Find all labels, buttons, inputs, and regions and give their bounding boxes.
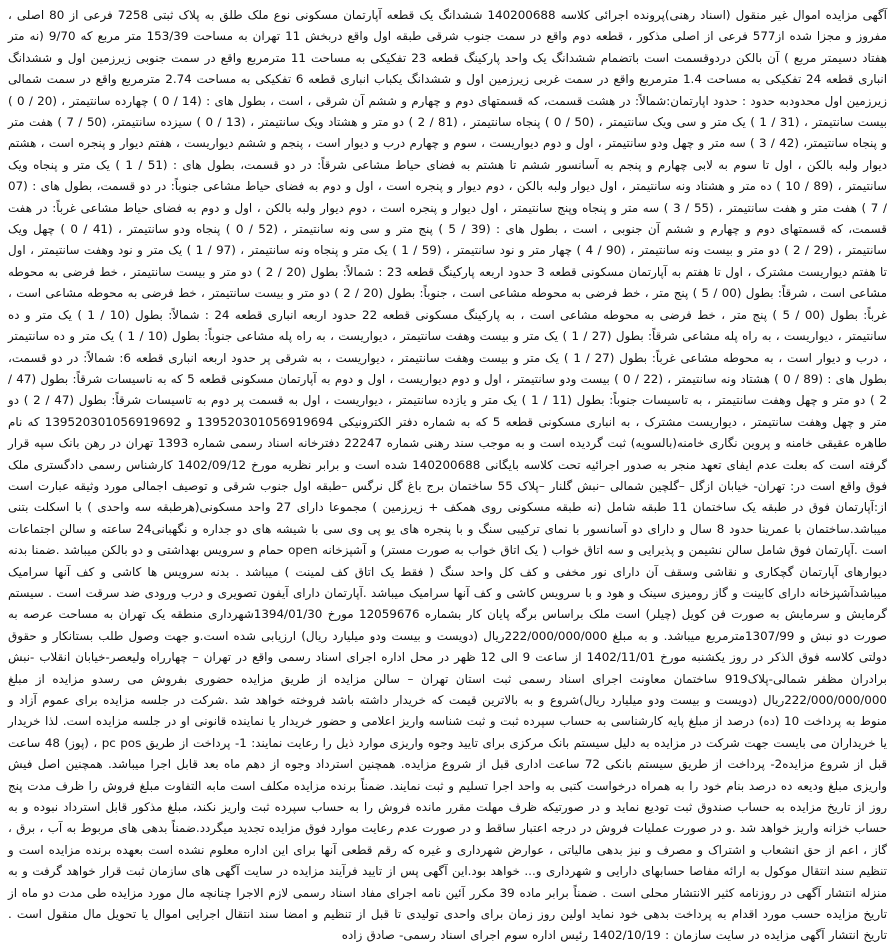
- auction-notice-text: آگهی مزایده اموال غیر منقول (اسناد رهنی)پرونده اجرائی کلاسه 140200688 ششدانگ یک قطعه آپارتمان مسکونی نوع ملک طلق به پلاک ثبتی 7258 فرعی از 80 اصلی ، مفروز و مجزا شده از577 فرعی از اصلی مذکور ، قطعه دوم واقع در سمت جنوب شرقی طبقه اول واقع دربخش 11 تهران به مساحت 153/39 متر مربع که 9/70 (نه متر هفتاد دسیمتر مربع ) آن بالکن دردوقسمت است باتضمام ششدانگ یک واحد پارکینگ قطعه 23 تفکیکی به مساحت 11 مترمربع واقع در سمت جنوبی زیرزمین اول و ششدانگ انباری قطعه 24 تفکیکی به مساحت 1.4 مترمربع واقع در سمت غربی زیرزمین اول و ششدانگ یکباب انباری قطعه 6 تفکیکی به مساحت 2.74 مترمربع واقع در سمت شمالی زیرزمین اول محدودبه حدود : حدود اپارتمان:شمالاً: در هشت قسمت، که قسمتهای دوم و چهارم و ششم آن شرقی ، است ، بطول های : (14 / 0 ) چهارده سانتیمتر ، (20 / 0 ) بیست سانتیمتر ، (31 / 1 ) یک متر و سی ویک سانتیمتر ، (50 / 0 ) پنجاه سانتیمتر ، (81 / 2 ) دو متر و هشتاد ویک سانتیمتر ، (13 / 0 ) سیزده سانتیمتر، (50 / 7 ) هفت متر و پنجاه سانتیمتر، (42 / 3 ) سه متر و چهل ودو سانتیمتر ، اول و دوم دیواریست ، سوم و چهارم درب و دیوار است ، پنجم و ششم دیواریست ، هفتم دیوار و پنجره است ، هشتم دیوار ولبه بالکن ، اول تا سوم به لابی چهارم و پنجم به آسانسور ششم تا هشتم به فضای حیاط مشاعی شرقاً: در دو قسمت، بطول های : (51 / 1 ) یک متر و پنجاه ویک سانتیمتر ، (89 / 10 ) ده متر و هشتاد ونه سانتیمتر ، اول دیوار ولبه بالکن ، دوم دیوار و پنجره است ، اول و دوم به فضای حیاط مشاعی جنوباً: در دو قسمت، بطول های : (07 / 7 ) هفت متر و هفت سانتیمتر ، (55 / 3 ) سه متر و پنجاه وپنج سانتیمتر ، اول دیوار و پنجره است ، دوم دیوار ولبه بالکن ، اول و دوم به فضای حیاط مشاعی غرباً: در هفت قسمت، که قسمتهای دوم و چهارم و ششم آن جنوبی ، است ، بطول های : (39 / 5 ) پنج متر و سی ونه سانتیمتر ، (52 / 0 ) پنجاه ودو سانتیمتر ، (41 / 0 ) چهل ویک سانتیمتر ، (29 / 2 ) دو متر و بیست ونه سانتیمتر ، (90 / 4 ) چهار متر و نود سانتیمتر ، (59 / 1 ) یک متر و پنجاه ونه سانتیمتر ، (97 / 1 ) یک متر و نود وهفت سانتیمتر ، اول تا هفتم دیواریست مشترک ، اول تا هفتم به آپارتمان مسکونی قطعه 3 حدود اربعه پارکینگ قطعه 23 : شمالاً: بطول (20 / 2 ) دو متر و بیست سانتیمتر ، خط فرضی به محوطه مشاعی است ، شرقاً: بطول (00 / 5 ) پنج متر ، خط فرضی به محوطه مشاعی است ، جنوباً: بطول (20 / 2 ) دو متر و بیست سانتیمتر ، خط فرضی به محوطه مشاعی است ، غرباً: بطول (00 / 5 ) پنج متر ، خط فرضی به محوطه مشاعی است ، به پارکینگ مسکونی قطعه 22 حدود اربعه انباری قطعه 24 : شمالاً: بطول (10 / 1 ) یک متر و ده سانتیمتر ، دیواریست ، به راه پله مشاعی شرقاً: بطول (27 / 1 ) یک متر و بیست وهفت سانتیمتر ، دیواریست ، به راه پله مشاعی جنوباً: بطول (10 / 1 ) یک متر و ده سانتیمتر ، درب و دیوار است ، به محوطه مشاعی غرباً: بطول (27 / 1 ) یک متر و بیست وهفت سانتیمتر ، دیواریست ، به شرقی پر حدود اربعه انباری قطعه 6: شمالاً: در دو قسمت، بطول های : (89 / 0 ) هشتاد ونه سانتیمتر ، (22 / 0 ) بیست ودو سانتیمتر ، اول و دوم دیواریست ، اول و دوم به آپارتمان مسکونی قطعه 5 که به ناسیسات شرقاً: بطول (47 / 2 ) دو متر و چهل وهفت سانتیمتر ، به تاسیسات جنوباً: بطول (11 / 1 ) یک متر و یازده سانتیمتر ، دیواریست ، اول به قسمت پر دوم به تاسیسات شرقاً: بطول (47 / 2 ) دو متر و چهل وهفت سانتیمتر ، دیواریست مشترک ، به انباری مسکونی قطعه 5 که به شماره دفتر الکترونیکی 139520301056919694 و 139520301056919692 که نام طاهره عقیقی خامنه و پروین نگاری خامنه(بالسویه) ثبت گردیده است و به موجب سند رهنی شماره 22247 دفترخانه اسناد رسمی شماره 1393 تهران در رهن بانک سپه قرار گرفته است که بعلت عدم ایفای تعهد منجر به صدور اجرائیه تحت کلاسه بایگانی 140200688 شده است و برابر نظریه مورخ 1402/09/12 کارشناس رسمی دادگستری ملک فوق واقع است در: تهران- خیابان ازگل –گلچین شمالی –نبش گلنار –پلاک 55 ساختمان برج باغ گل نرگس –طبقه اول جنوب شرقی و توصیف اجمالی مورد وثیقه عبارت است از:آپارتمان فوق در طبقه یک ساختمان 11 طبقه شامل (نه طبقه مسکونی روی همکف + زیرزمین ) مجموعا دارای 27 واحد مسکونی(هرطبقه سه واحدی ) با اسکلت بتنی میباشد.ساختمان با عمرینا حدود 8 سال و دارای دو آسانسور با نمای ترکیبی سنگ و با پنجره های یو پی وی سی با شیشه های دو جداره و نگهبانی24 ساعته و سالن اجتماعات است .آپارتمان فوق شامل سالن نشیمن و پذیرایی و سه اتاق خواب ( یک اتاق خواب به صورت مستر) و آشپزخانه open حمام و سرویس بهداشتی و دو بالکن میباشد .ضمنا بدنه دیوارهای آپارتمان گچکاری و نقاشی وسقف آن دارای نور مخفی و کف کل واحد سنگ ( فقط یک اتاق کف لمینت ) میباشد . بدنه سرویس ها کاشی و کف آنها سرامیک میباشدآشپزخانه دارای کابینت و گاز رومیزی سینک و هود و با سرویس کاشی و کف آنها سرامیک میباشد .آپارتمان دارای آیفون تصویری و درب ورودی ضد سرقت است . سیستم گرمایش و سرمایش به صورت فن کویل (چیلر) است ملک براساس برگه پایان کار بشماره 12059676 مورخ 1394/01/30شهرداری منطقه یک تهران به مساحت عرصه به صورت دو نبش و 1307/99مترمربع میباشد. و به مبلغ 222/000/000/000ریال (دویست و بیست ودو میلیارد ریال) ارزیابی شده است.و جهت وصول طلب بستانکار و حقوق دولتی کلاسه فوق الذکر در روز یکشنبه مورخ 1402/11/01 از ساعت 9 الی 12 ظهر در محل اداره اجرای اسناد رسمی واقع در تهران – چهارراه ولیعصر-خیابان انقلاب -نبش برادران مظفر شمالی-پلاک919 ساختمان معاونت اجرای اسناد رسمی ثبت استان تهران – سالن مزایده از طریق مزایده حضوری بفروش می رسدو مزایده از مبلغ 222/000/000/000ریال (دویست و بیست ودو میلیارد ریال)شروع و به بالاترین قیمت که خریدار داشته باشد فروخته خواهد شد .شرکت در جلسه مزایده برای عموم آزاد و منوط به پرداخت 10 (ده) درصد از مبلغ پایه کارشناسی به حساب سپرده ثبت و ثبت شناسه واریز اعلامی و حضور خریدار یا نماینده قانونی او در جلسه مزایده است. لذا خریدار یا خریداران می بایست جهت شرکت در مزایده به دلیل سیستم بانک مرکزی برای تایید وجوه واریزی موارد ذیل را رعایت نمایند: 1- پرداخت از طریق pc pos ، (پوز) 48 ساعت قبل از شروع مزایده2- پرداخت از طریق سیستم بانکی 72 ساعت اداری قبل از شروع مزایده. همچنین استرداد وجوه از دهم ماه بعد قابل اجرا میباشد. همچنین اصل فیش واریزی مبلغ ودیعه ده درصد بنام خود را به همراه درخواست کتبی به واحد اجرا تسلیم و ثبت نمایند. ضمناً برنده مزایده مکلف است مابه التفاوت مبلغ فروش را ظرف مدت پنج روز از تاریخ مزایده به حساب صندوق ثبت تودیع نماید و در صورتیکه ظرف مهلت مقرر مانده فروش را به حساب سپرده ثبت واریز نکند، مبلغ مذکور قابل استرداد نبوده و به حساب خزانه واریز خواهد شد .و در صورت عملیات فروش در درجه اعتبار ساقط و در صورت عدم رعایت موارد فوق مزایده تجدید میگردد.ضمناً بدهی های مربوط به آب ، برق ، گاز ، اعم از حق انشعاب و اشتراک و مصرف و نیز بدهی مالیاتی ، عوارض شهرداری و غیره که رقم قطعی آنها برای این اداره معلوم نشده است بعهده برنده مزایده است و تنظیم سند انتقال موکول به ارائه مفاصا حسابهای دارایی و شهرداری و... خواهد بود.این آگهی پس از تایید فرآیند مزایده در سایت آگهی های سازمان ثبت قرار خواهد گرفت و به منزله انتشار آگهی در روزنامه کثیر الانتشار محلی است . ضمناً برابر ماده 39 مکرر آئین نامه اجرای مفاد اسناد رسمی لازم الاجرا چنانچه مال مورد مزایده طی مدت دو ماه از تاریخ مزایده حسب مورد اقدام به پرداخت بدهی خود نماید اولین روز زمان برای واحدی تولیدی تا قبل از تنظیم و امضا سند انتقال اجرایی اموال یا تحویل مال منقول است . تاریخ انتشار آگهی مزایده در سایت سازمان : 1402/10/19 رئیس اداره سوم اجرای اسناد رسمی- صادق زاده: [8, 8, 888, 943]
